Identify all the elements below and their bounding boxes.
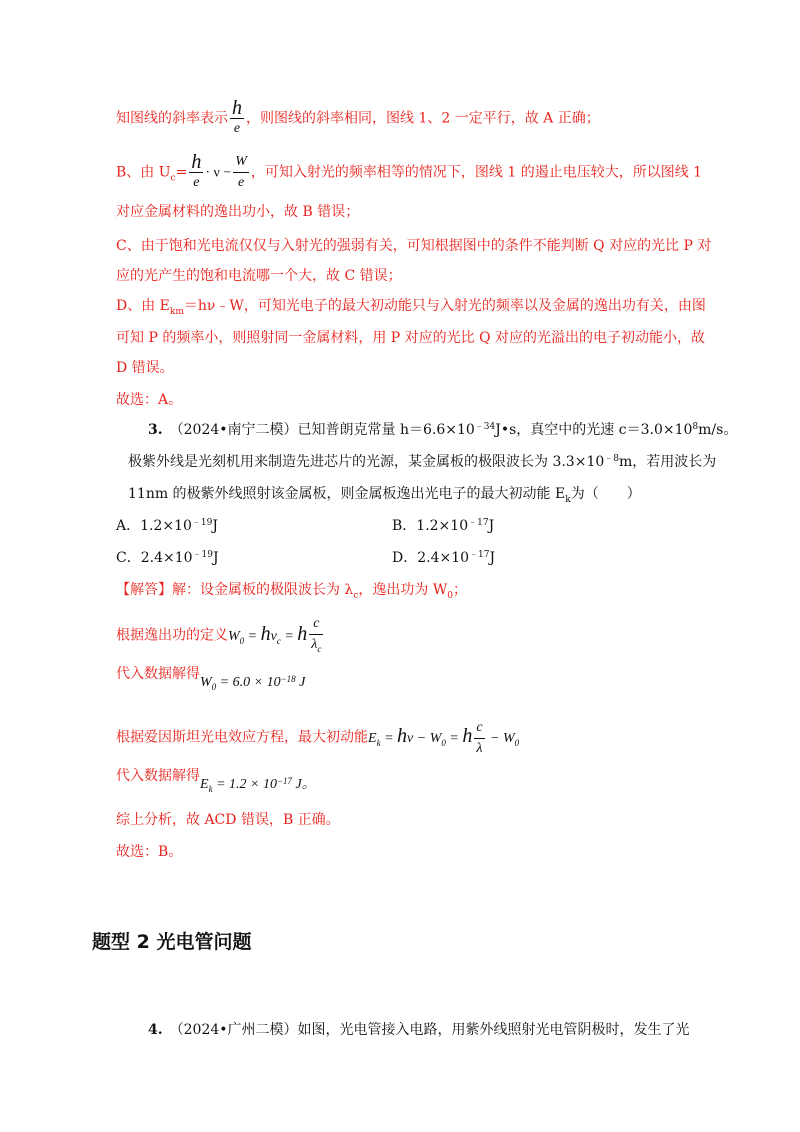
- solution-line-b: B、由 $U_c=$ $\frac{h}{e}$ · ν − $\frac{W}{e}$ ，可知入射光的频率相等的情况下，图线 1 的遏止电压较大，所以图线 1: [116, 152, 702, 193]
- fraction-h-over-e-2: $\frac{h}{e}$: [191, 151, 202, 190]
- solution-line-d1: D、由 $E_{km}=h\nu﹣W$，可知光电子的最大初动能只与入射光的频率以及金属的逸出功有关，由图: [116, 298, 706, 317]
- fraction-w-over-e: $\frac{W}{e}$: [235, 154, 247, 190]
- formula-einstein: $E_k = h\nu - W_0 = h$ $\frac{c}{\lambda}$ − $W_0$: [368, 720, 520, 756]
- answer-3: 故选：B。: [116, 844, 183, 860]
- solution-3-step-1: 根据逸出功的定义$W_0 = h\nu_c = h$ $\frac{c}{\lambda_c}$: [116, 614, 325, 659]
- answer-tag: 【解答】: [116, 582, 172, 598]
- formula-w0-value: $W_0 = 6.0 \times 10^{-18}$ J: [200, 674, 306, 692]
- option-c[interactable]: C．$2.4\times 10^{﹣19}J$: [116, 550, 219, 566]
- solution-line-d3: D 错误。: [116, 360, 174, 376]
- answer-prev: 故选：A。: [116, 392, 183, 408]
- question-3-line-3: 11nm 的极紫外线照射该金属板，则金属板逸出光电子的最大初动能 $E_k$为（ ）: [128, 486, 641, 505]
- solution-line-d2: 可知 P 的频率小，则照射同一金属材料，用 P 对应的光比 Q 对应的光溢出的电子初动能小，故: [116, 330, 706, 346]
- question-3-line-2: 极紫外线是光刻机用来制造先进芯片的光源，某金属板的极限波长为 $3.3\times 10^{﹣8}m$，若用波长为: [128, 454, 717, 470]
- formula-ek-value: $E_k = 1.2 \times 10^{-17}$ J。: [200, 776, 316, 794]
- solution-line-b2: 对应金属材料的逸出功小，故 B 错误；: [116, 204, 360, 220]
- question-number: 4.: [148, 1022, 163, 1038]
- section-heading: 题型 2 光电管问题: [92, 931, 252, 953]
- question-4-line-1: 4. （2024•广州二模）如图，光电管接入电路，用紫外线照射光电管阴极时，发生了光: [148, 1022, 690, 1038]
- question-3-line-1: 3. （2024•南宁二模）已知普朗克常量 $h=6.6\times 10^{﹣34}J•s$，真空中的光速 $c=3.0\times 10^8m/s$。: [148, 422, 738, 438]
- solution-line-slope: 知图线的斜率表示 $\frac{h}{e}$ ，则图线的斜率相同，图线 1、2 一定平行，故 A 正确；: [116, 98, 600, 139]
- option-d[interactable]: D．$2.4\times 10^{﹣17}J$: [392, 550, 496, 566]
- solution-3-intro: 【解答】解：设金属板的极限波长为 $\lambda_c$，逸出功为 $W_0$；: [116, 582, 467, 601]
- solution-3-conclusion: 综上分析，故 ACD 错误，B 正确。: [116, 812, 340, 828]
- solution-line-c2: 应的光产生的饱和电流哪一个大，故 C 错误；: [116, 268, 402, 284]
- option-a[interactable]: A．$1.2\times 10^{﹣19}J$: [116, 518, 218, 534]
- fraction-h-over-e: $\frac{h}{e}$: [232, 97, 242, 136]
- solution-3-step-2: 代入数据解得$W_0 = 6.0 \times 10^{-18}$ J: [116, 666, 306, 692]
- question-number: 3.: [148, 422, 163, 438]
- solution-line-c1: C、由于饱和光电流仅仅与入射光的强弱有关，可知根据图中的条件不能判断 Q 对应的光比 P 对: [116, 238, 712, 254]
- solution-3-step-4: 代入数据解得$E_k = 1.2 \times 10^{-17}$ J。: [116, 768, 316, 794]
- option-b[interactable]: B．$1.2\times 10^{﹣17}J$: [392, 518, 495, 534]
- solution-3-step-3: 根据爱因斯坦光电效应方程，最大初动能$E_k = h\nu - W_0 = h$ $\frac{c}{\lambda}$ − $W_0$: [116, 720, 520, 756]
- formula-work-function: $W_0 = h\nu_c = h$ $\frac{c}{\lambda_c}$: [228, 616, 322, 654]
